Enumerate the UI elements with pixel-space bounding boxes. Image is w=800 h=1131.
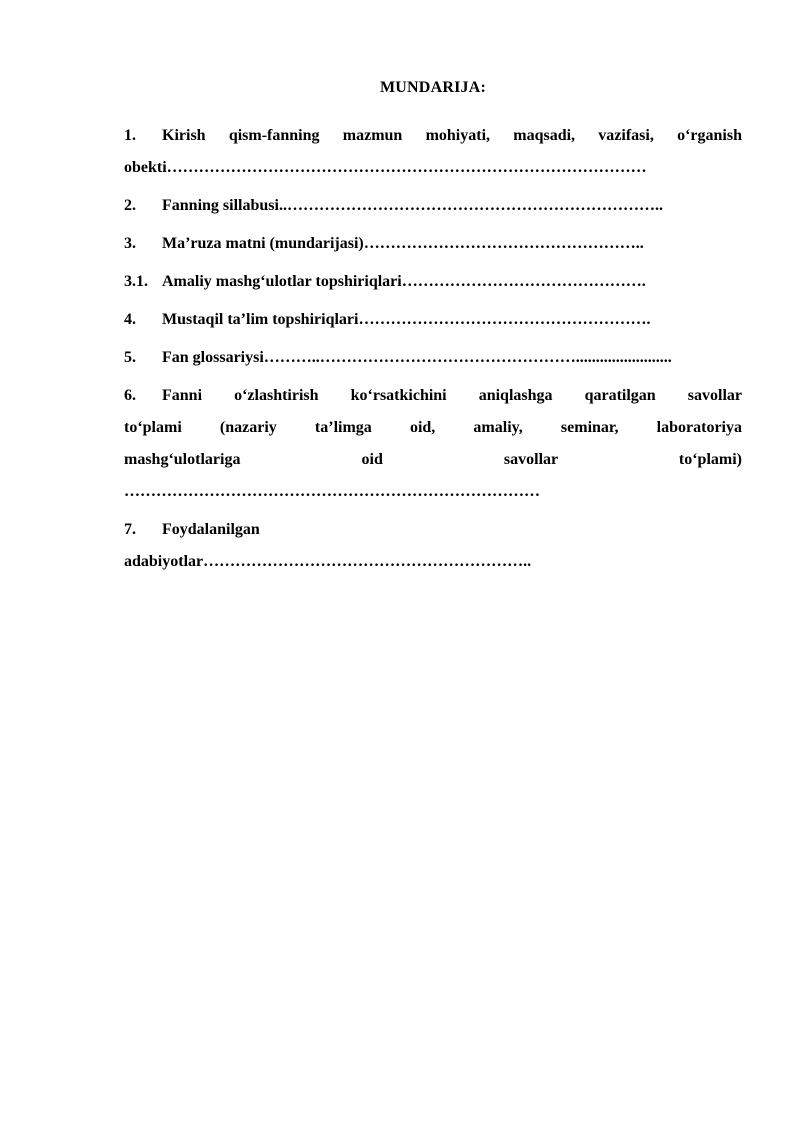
toc-entry-5-number: 5. — [124, 349, 136, 366]
toc-entry-7-line2: adabiyotlar…………………………………………………….. — [124, 553, 532, 570]
toc-entry-4-number: 4. — [124, 311, 136, 328]
toc-entry-7-number: 7. — [124, 521, 136, 538]
toc-entry-2 — [124, 190, 742, 222]
toc-entry-2-text: Fanning sillabusi..…………………………………………………………….. — [162, 197, 663, 214]
toc-entry-3-1-text: Amaliy mashg‘ulotlar topshiriqlari………………………………………. — [162, 273, 646, 290]
toc-entry-6-line4: …………………………………………………………………… — [124, 483, 540, 500]
table-of-contents — [124, 120, 742, 584]
toc-entry-6-text: Fanni o‘zlashtirish ko‘rsatkichini aniqlashga qaratilgan savollar — [162, 387, 742, 404]
toc-entry-3-number: 3. — [124, 235, 136, 252]
toc-entry-7-text: Foydalanilgan — [162, 521, 260, 538]
toc-entry-4-text: Mustaqil ta’lim topshiriqlari………………………………………………. — [162, 311, 651, 328]
toc-entry-3-1-number: 3.1. — [124, 273, 148, 290]
toc-entry-3-1 — [124, 266, 742, 298]
toc-entry-6 — [124, 380, 742, 508]
toc-entry-5 — [124, 342, 742, 374]
toc-entry-1-number: 1. — [124, 127, 136, 144]
toc-entry-6-line1 — [124, 380, 742, 412]
toc-entry-1-text: Kirish qism-fanning mazmun mohiyati, maqsadi, vazifasi, o‘rganish — [162, 127, 742, 144]
toc-entry-1 — [124, 120, 742, 184]
toc-entry-2-number: 2. — [124, 197, 136, 214]
toc-entry-4 — [124, 304, 742, 336]
toc-entry-6-number: 6. — [124, 387, 136, 404]
toc-entry-3-text: Ma’ruza matni (mundarijasi)…………………………………………….. — [162, 235, 644, 252]
toc-entry-7 — [124, 514, 742, 578]
toc-entry-6-line3: mashg‘ulotlariga oid savollar to‘plami) — [124, 451, 742, 468]
toc-entry-3 — [124, 228, 742, 260]
toc-entry-1-line2: obekti……………………………………………………………………………… — [124, 159, 647, 176]
toc-entry-6-line2: to‘plami (nazariy ta’limga oid, amaliy, seminar, laboratoriya — [124, 419, 742, 436]
toc-entry-1-line1 — [124, 120, 742, 152]
toc-entry-7-line1 — [124, 514, 742, 546]
page-title: MUNDARIJA: — [380, 79, 486, 96]
toc-entry-5-text: Fan glossariysi………..…………………………………………........................ — [162, 349, 672, 366]
